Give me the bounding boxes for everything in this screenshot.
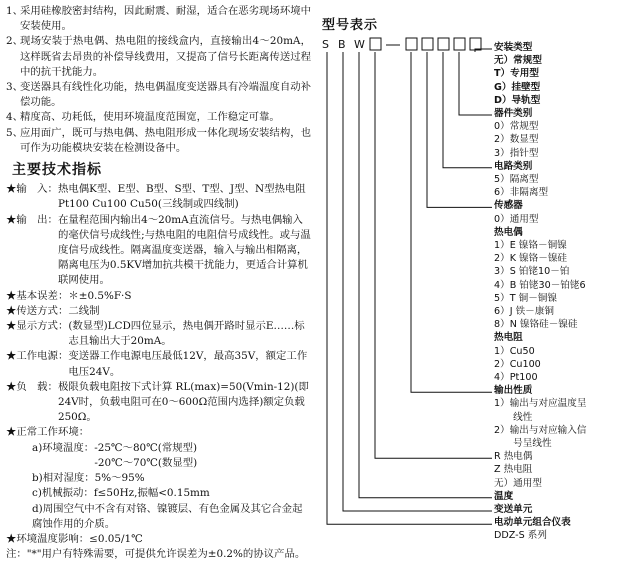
model-label: Z 热电阻 [494, 464, 533, 476]
model-label: 无）常规型 [494, 55, 542, 67]
feature-item [6, 4, 311, 34]
spec-value: 变送器工作电源电压最低12V，最高35V，额定工作电压24V。 [68, 350, 308, 378]
model-title: 型号表示 [322, 18, 379, 33]
model-label: 0）通用型 [494, 213, 539, 225]
environment-item: d)周围空气中不含有对铬、镍镀层、有色金属及其它合金起腐蚀作用的介质。 [32, 502, 303, 530]
model-label: 传感器 [494, 200, 523, 212]
feature-text: 采用硅橡胶密封结构，因此耐震、耐湿，适合在恶劣现场环境中安装使用。 [20, 5, 311, 33]
feature-number: 3、 [6, 81, 24, 94]
spec-value: 热电偶K型、E型、B型、S型、T型、J型、N型热电阻Pt100 Cu100 Cu50(三线制或四线制) [57, 183, 306, 211]
feature-text: 现场安装于热电偶、热电阻的接线盒内，直接输出4～20mA，这样既省去昂贵的补偿导线费用，又提高了信号长距离传送过程中的抗干扰能力。 [20, 35, 311, 78]
specs-title: 主要技术指标 [12, 162, 102, 179]
model-label: 1）E 镍铬－铜镍 [494, 240, 567, 251]
spec-value: 二线制 [68, 304, 100, 317]
spec-item [6, 380, 311, 426]
model-code-box [422, 38, 433, 50]
model-label: 温度 [494, 490, 514, 502]
spec-key: ★输 入： [6, 183, 58, 196]
model-code-box [370, 38, 381, 50]
spec-item [6, 289, 311, 304]
environment-item: a)环境温度：-25℃～80℃(常规型) [32, 441, 198, 454]
connector-line [411, 52, 492, 392]
model-label: 4）B 铂铑30－铂铑6 [494, 279, 586, 291]
model-code-box [438, 38, 449, 50]
spec-value [89, 425, 311, 440]
model-label: DDZ-S 系列 [494, 530, 547, 542]
connector-line [459, 52, 492, 115]
feature-number: 4、 [6, 111, 24, 124]
model-label: 2）数显型 [494, 134, 539, 146]
model-code-box [470, 38, 481, 50]
feature-item [6, 110, 311, 125]
feature-item [6, 126, 311, 156]
model-code-letter: S [322, 38, 329, 51]
model-label: 4）Pt100 [494, 372, 538, 383]
model-diagram [318, 0, 626, 564]
environment-item: c)机械振动：f≤50Hz,振幅<0.15mm [32, 487, 210, 500]
connector-line [375, 52, 492, 458]
model-label: 5）隔离型 [494, 174, 539, 185]
model-label: 电路类别 [494, 160, 533, 172]
spec-key: ★基本误差： [6, 289, 69, 302]
feature-item [6, 34, 311, 80]
feature-number: 1、 [6, 5, 24, 17]
spec-value: ＊±0.5%F·S [68, 289, 132, 302]
environment-list [6, 441, 311, 532]
spec-key: ★工作电源： [6, 350, 69, 363]
note: 注："*"用户有特殊需要，可提供允许误差为±0.2%的协议产品。 [6, 548, 306, 561]
spec-item [6, 304, 311, 319]
left-column [6, 4, 311, 562]
environment-item: -20℃～70℃(数显型) [32, 456, 198, 469]
model-label: 输出性质 [494, 385, 533, 397]
model-label: 热电偶 [494, 226, 523, 238]
model-label: 热电阻 [494, 332, 523, 344]
feature-number: 2、 [6, 35, 24, 48]
model-code-box [454, 38, 465, 50]
model-label: R 热电偶 [494, 451, 533, 463]
model-label: 2）输出与对应输入信 [494, 424, 587, 436]
spec-value: (数显型)LCD四位显示，热电偶开路时显示E……标志且输出大于20mA。 [68, 320, 305, 348]
spec-key: ★正常工作环境： [6, 426, 90, 439]
model-label: 3）S 铂铑10－铂 [494, 266, 570, 278]
connector-line [443, 52, 492, 168]
feature-list [6, 4, 311, 156]
model-label: 3）指针型 [494, 147, 539, 159]
connector-line [327, 52, 492, 524]
feature-number: 5、 [6, 126, 24, 139]
feature-text: 变送器具有线性化功能，热电偶温度变送器具有冷端温度自动补偿功能。 [20, 81, 311, 109]
spec-key: ★负 载： [6, 380, 58, 393]
spec-list [6, 182, 311, 440]
model-label: 变送单元 [494, 504, 533, 515]
model-code-box [406, 38, 417, 50]
spec-key: ★传送方式： [6, 304, 69, 317]
model-label: 线性 [494, 411, 533, 423]
spec-value: 极限负载电阻按下式计算 RL(max)=50(Vmin-12)(即24V时，负载电阻可在0～600Ω范围内选择)额定负载250Ω。 [57, 380, 309, 424]
model-label: 号呈线性 [494, 438, 552, 449]
spec-item [6, 425, 311, 440]
spec-item [6, 182, 311, 212]
temp-influence: ★环境温度影响：≤0.05/1℃ [6, 532, 143, 545]
connector-line [343, 52, 492, 511]
spec-item [6, 213, 311, 289]
spec-key: ★显示方式： [6, 320, 69, 333]
model-label: 电动单元组合仪表 [494, 517, 571, 529]
model-label: 0）常规型 [494, 121, 539, 133]
model-label: 6）J 铁－康铜 [494, 306, 554, 317]
model-code-letter: B [338, 38, 346, 51]
feature-item [6, 80, 311, 110]
model-label: 安装类型 [494, 42, 533, 53]
model-label: 2）Cu100 [494, 358, 541, 370]
spec-key: ★输 出： [6, 213, 58, 226]
model-label: D）导轨型 [494, 94, 541, 106]
model-label: 5）T 铜－铜镍 [494, 292, 557, 304]
model-label: 1）Cu50 [494, 345, 535, 357]
model-label: T）专用型 [494, 68, 539, 80]
model-label: G）挂壁型 [494, 81, 541, 93]
connector-line [359, 52, 492, 498]
environment-item: b)相对湿度：5%～95% [32, 472, 145, 485]
spec-item [6, 319, 311, 349]
model-label: 8）N 镍铬硅－镍硅 [494, 319, 578, 331]
feature-text: 应用面广，既可与热电偶、热电阻形成一体化现场安装结构，也可作为功能模块安装在检测设备中。 [20, 126, 311, 154]
spec-item [6, 349, 311, 379]
model-label: 无）通用型 [494, 477, 542, 489]
model-code-letter: W [354, 38, 365, 51]
model-label: 6）非隔离型 [494, 187, 549, 199]
feature-text: 精度高、功耗低，使用环境温度范围宽，工作稳定可靠。 [20, 111, 280, 124]
model-label: 2）K 镍铬－镍硅 [494, 253, 568, 265]
model-label: 器件类别 [494, 108, 533, 119]
model-label: 1）输出与对应温度呈 [494, 398, 587, 410]
spec-value: 在量程范围内输出4～20mA直流信号。与热电偶输入的毫伏信号成线性;与热电阻的电阻信号成线性。或与温度信号成线性。隔离温度变送器，输入与输出相隔离，隔离电压为0.5KV增加抗共模干扰能力，更适合计算机联网使用。 [57, 213, 311, 287]
